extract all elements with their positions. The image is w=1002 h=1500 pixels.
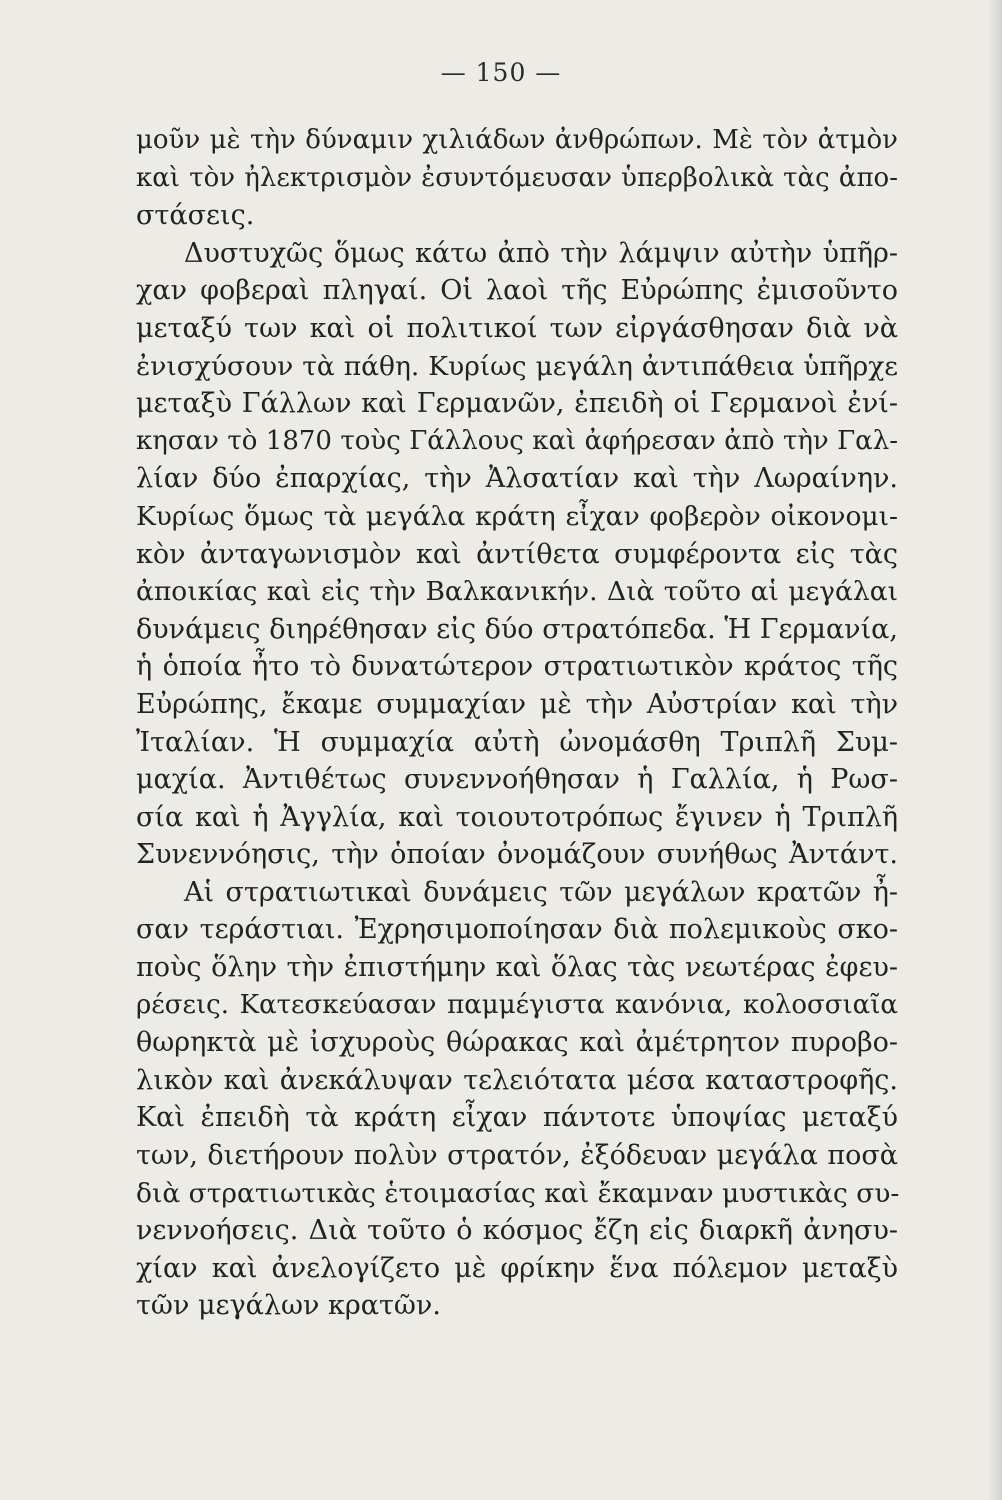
text-line: σία καὶ ἡ Ἀγγλία, καὶ τοιουτοτρόπως ἔγινεν ἡ Τριπλῆ xyxy=(136,801,898,833)
text-line: λικὸν καὶ ἀνεκάλυψαν τελειότατα μέσα καταστροφῆς. xyxy=(136,1064,898,1096)
text-line: διὰ στρατιωτικὰς ἑτοιμασίας καὶ ἔκαμναν μυστικὰς συ- xyxy=(136,1177,900,1209)
text-line: ἀποικίας καὶ εἰς τὴν Βαλκανικήν. Διὰ τοῦτο αἱ μεγάλαι xyxy=(136,576,898,608)
text-line: δυνάμεις διηρέθησαν εἰς δύο στρατόπεδα. Ἡ Γερμανία, xyxy=(136,613,898,645)
text-line: μαχία. Ἀντιθέτως συνεννοήθησαν ἡ Γαλλία, ἡ Ρωσ- xyxy=(136,764,898,796)
text-line: λίαν δύο ἐπαρχίας, τὴν Ἀλσατίαν καὶ τὴν Λωραίνην. xyxy=(136,463,898,495)
text-line: Καὶ ἐπειδὴ τὰ κράτη εἶχαν πάντοτε ὑποψίας μεταξύ xyxy=(136,1102,898,1134)
text-line: κὸν ἀνταγωνισμὸν καὶ ἀντίθετα συμφέροντα εἰς τὰς xyxy=(136,538,898,570)
text-line: Εὐρώπης, ἔκαμε συμμαχίαν μὲ τὴν Αὐστρίαν καὶ τὴν xyxy=(136,688,898,720)
text-line: στάσεις. xyxy=(136,200,255,232)
text-line: θωρηκτὰ μὲ ἰσχυροὺς θώρακας καὶ ἀμέτρητον πυροβο- xyxy=(136,1027,898,1059)
text-line: μοῦν μὲ τὴν δύναμιν χιλιάδων ἀνθρώπων. Μὲ τὸν ἀτμὸν xyxy=(136,125,898,155)
text-line: ποὺς ὅλην τὴν ἐπιστήμην καὶ ὅλας τὰς νεωτέρας ἐφευ- xyxy=(136,952,898,984)
text-line: τῶν μεγάλων κρατῶν. xyxy=(136,1290,441,1322)
text-line: ἡ ὁποία ἦτο τὸ δυνατώτερον στρατιωτικὸν κράτος τῆς xyxy=(136,651,898,683)
body-text xyxy=(136,122,898,1325)
text-line: χαν φοβεραὶ πληγαί. Οἱ λαοὶ τῆς Εὐρώπης ἐμισοῦντο xyxy=(136,275,898,307)
text-line: σαν τεράστιαι. Ἐχρησιμοποίησαν διὰ πολεμικοὺς σκο- xyxy=(136,914,898,946)
text-line: ἐνισχύσουν τὰ πάθη. Κυρίως μεγάλη ἀντιπάθεια ὑπῆρχε xyxy=(136,350,898,382)
text-line: Ἰταλίαν. Ἡ συμμαχία αὐτὴ ὠνομάσθη Τριπλῆ Συμ- xyxy=(136,726,898,758)
text-line: ρέσεις. Κατεσκεύασαν παμμέγιστα κανόνια, κολοσσιαῖα xyxy=(136,989,898,1020)
text-line: χίαν καὶ ἀνελογίζετο μὲ φρίκην ἕνα πόλεμον μεταξὺ xyxy=(136,1252,898,1284)
text-line: μεταξὺ Γάλλων καὶ Γερμανῶν, ἐπειδὴ οἱ Γερμανοὶ ἐνί- xyxy=(136,388,898,420)
text-line: Κυρίως ὅμως τὰ μεγάλα κράτη εἶχαν φοβερὸν οἰκονομι- xyxy=(136,500,898,532)
page-number: — 150 — xyxy=(440,58,562,87)
text-line: καὶ τὸν ἠλεκτρισμὸν ἐσυντόμευσαν ὑπερβολικὰ τὰς ἀπο- xyxy=(136,162,898,193)
text-line: των, διετήρουν πολὺν στρατόν, ἐξόδευαν μεγάλα ποσὰ xyxy=(136,1140,898,1172)
text-line: κησαν τὸ 1870 τοὺς Γάλλους καὶ ἀφήρεσαν ἀπὸ τὴν Γαλ- xyxy=(136,425,898,456)
text-line: Συνεννόησις, τὴν ὁποίαν ὀνομάζουν συνήθως Ἀντάντ. xyxy=(136,839,898,871)
text-line: μεταξύ των καὶ οἱ πολιτικοί των εἰργάσθησαν διὰ νὰ xyxy=(136,312,898,344)
text-line: Δυστυχῶς ὅμως κάτω ἀπὸ τὴν λάμψιν αὐτὴν ὑπῆρ- xyxy=(184,237,898,269)
text-line: Αἱ στρατιωτικαὶ δυνάμεις τῶν μεγάλων κρατῶν ἦ- xyxy=(184,876,898,908)
text-line: νεννοήσεις. Διὰ τοῦτο ὁ κόσμος ἔζη εἰς διαρκῆ ἀνησυ- xyxy=(136,1215,898,1247)
